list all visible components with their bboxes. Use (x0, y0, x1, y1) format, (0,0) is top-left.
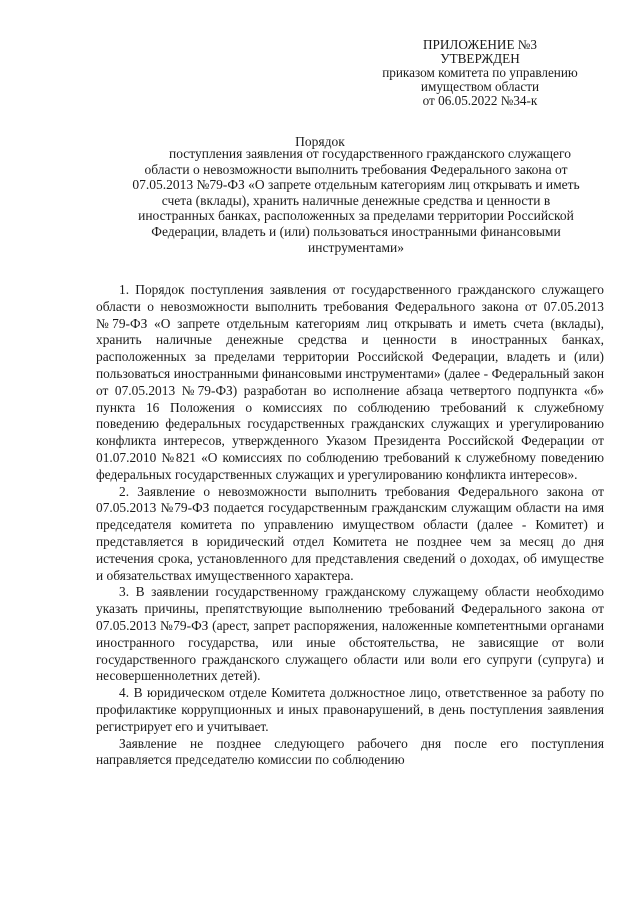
paragraph-4: 4. В юридическом отделе Комитета должностное лицо, ответственное за работу по профилактике коррупционных и иных правонарушений, в день поступления заявления регистрирует его и учитывает. (96, 685, 604, 734)
document-title: Порядок (295, 134, 345, 149)
document-subtitle (96, 146, 616, 255)
subtitle-line: 07.05.2013 №79-ФЗ «О запрете отдельным категориям лиц открывать и иметь (132, 177, 580, 193)
document-body (96, 282, 604, 769)
paragraph-3: 3. В заявлении государственному гражданскому служащему области необходимо указать причины, препятствующие выполнению требований Федерального закона от 07.05.2013 №79-ФЗ (арест, запрет распоряжения, наложенные компетентными органами иностранного государства, или иные обстоятельства, не зависящие от воли государственного гражданского служащего области или воли его супруги (супруга) и несовершеннолетних детей). (96, 584, 604, 684)
subtitle-line: иностранных банках, расположенных за пределами территории Российской (138, 208, 574, 224)
paragraph-1: 1. Порядок поступления заявления от государственного гражданского служащего области о невозможности выполнить требования Федерального закона от 07.05.2013 №79-ФЗ «О запрете отдельным категориям лиц открывать и иметь счета (вклады), хранить наличные денежные средства и ценности в иностранных банках, расположенных за пределами территории Российской Федерации, владеть и (или) пользоваться иностранными финансовыми инструментами» (далее - Федеральный закон от 07.05.2013 №79-ФЗ) разработан во исполнение абзаца четвертого подпункта «б» пункта 16 Положения о комиссиях по соблюдению требований к служебному поведению федеральных государственных гражданских служащих и урегулированию конфликта интересов, утвержденного Указом Президента Российской Федерации от 01.07.2010 №821 «О комиссиях по соблюдению требований к служебному поведению федеральных государственных служащих и урегулированию конфликта интересов». (96, 282, 604, 482)
subtitle-line: инструментами» (308, 239, 404, 255)
subtitle-line: поступления заявления от государственного гражданского служащего (168, 146, 571, 161)
approval-appendix-number: ПРИЛОЖЕНИЕ №3 (423, 37, 537, 52)
subtitle-line: счета (вклады), хранить наличные денежные средства и ценности в (161, 192, 551, 208)
approval-block (360, 38, 600, 108)
approval-committee-line: имуществом области (420, 79, 540, 94)
approval-date-line: от 06.05.2022 №34-к (422, 93, 538, 108)
approval-approved-label: УТВЕРЖДЕН (440, 51, 520, 66)
subtitle-line: Федерации, владеть и (или) пользоваться иностранными финансовыми (151, 223, 561, 239)
approval-order-line: приказом комитета по управлению (382, 65, 578, 80)
paragraph-2: 2. Заявление о невозможности выполнить требования Федерального закона от 07.05.2013 №79-ФЗ подается государственным гражданским служащим области на имя председателя комитета по управлению имуществом области (далее - Комитет) и представляется в юридический отдел Комитета не позднее чем за месяц до дня истечения срока, установленного для представления сведений о доходах, об имуществе и обязательствах имущественного характера. (96, 483, 604, 583)
paragraph-5: Заявление не позднее следующего рабочего дня после его поступления направляется председателю комиссии по соблюдению (96, 735, 604, 768)
subtitle-line: области о невозможности выполнить требования Федерального закона от (144, 161, 568, 177)
